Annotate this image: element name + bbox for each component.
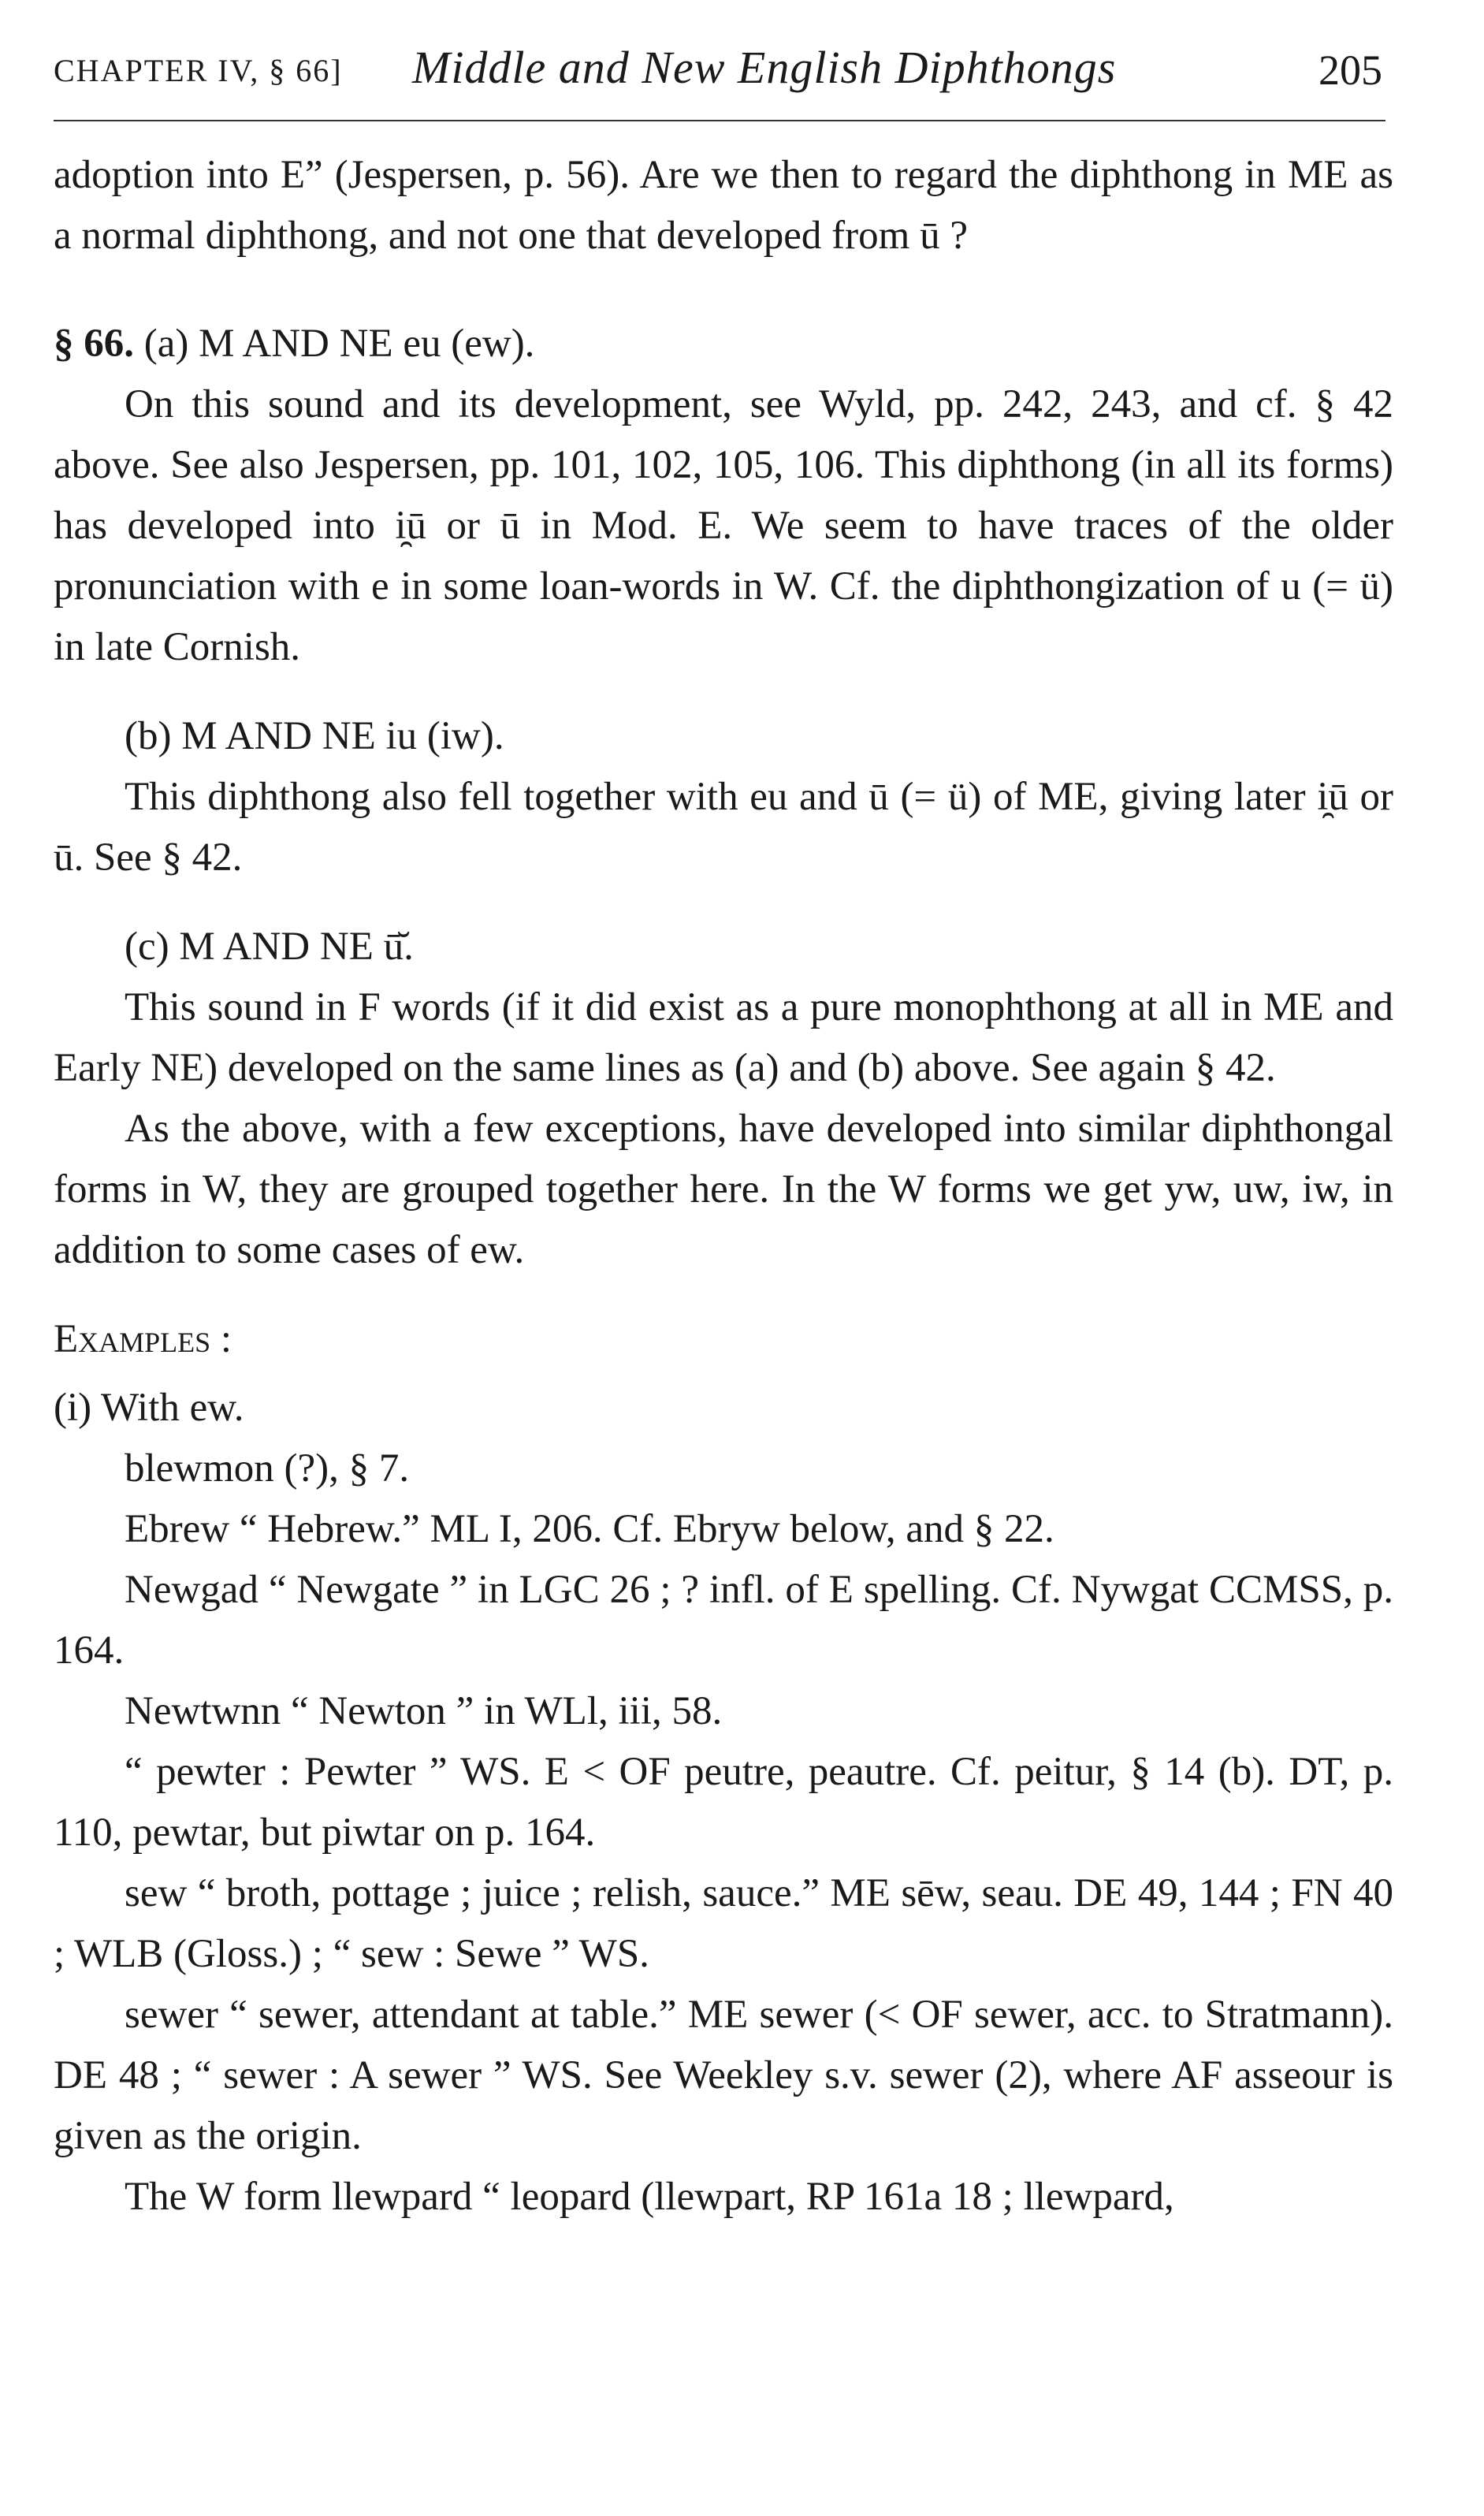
main-text [54,145,1393,2228]
chapter-reference: CHAPTER IV, § 66] [54,53,343,88]
example-llewpard: The W form llewpard “ leopard (llewpart, RP 161a 18 ; llewpard, [125,2175,1174,2219]
running-title: Middle and New English Diphthongs [412,42,1117,93]
subsection-c-text-2: As the above, with a few exceptions, have developed into similar diphthongal forms in W, they are grouped together here. In the W forms we get yw, uw, iw, in addition to some cases of ew. [54,1107,1393,1272]
subsection-a-text: On this sound and its development, see Wyld, pp. 242, 243, and cf. § 42 above. See also Jespersen, pp. 101, 102, 105, 106. This diphthong (in all its forms) has developed into i̯ū or ū in Mod. E. We seem to have traces of the older pronunciation with e in some loan-words in W. Cf. the diphthongization of u (= ü) in late Cornish. [54,382,1393,669]
examples-group-i: (i) With ew. [54,1386,244,1430]
example-ebrew: Ebrew “ Hebrew.” ML I, 206. Cf. Ebryw below, and § 22. [125,1507,1054,1551]
section-66-heading [54,314,1393,374]
example-newgad: Newgad “ Newgate ” in LGC 26 ; ? infl. of E spelling. Cf. Nywgat CCMSS, p. 164. [54,1568,1393,1673]
subsection-c-heading: (c) M AND NE ū̆. [125,925,414,969]
paragraph-continuation: adoption into E” (Jespersen, p. 56). Are we then to regard the diphthong in ME as a normal diphthong, and not one that developed from ū ? [54,153,1393,258]
subsection-b-text: This diphthong also fell together with eu and ū (= ü) of ME, giving later i̯ū or ū. See § 42. [54,775,1393,880]
section-number: § 66. [54,322,134,366]
subsection-b-heading: (b) M AND NE iu (iw). [125,714,504,758]
example-sew: sew “ broth, pottage ; juice ; relish, sauce.” ME sēw, seau. DE 49, 144 ; FN 40 ; WLB (Gloss.) ; “ sew : Sewe ” WS. [54,1871,1393,1976]
examples-heading: Examples : [54,1317,232,1361]
subsection-c-text: This sound in F words (if it did exist as a pure monophthong at all in ME and Early NE) developed on the same lines as (a) and (b) above. See again § 42. [54,985,1393,1090]
running-header [54,41,1385,121]
subsection-a-heading: (a) M AND NE eu (ew). [143,322,535,366]
example-sewer: sewer “ sewer, attendant at table.” ME sewer (< OF sewer, acc. to Stratmann). DE 48 ; “ sewer : A sewer ” WS. See Weekley s.v. sewer (2), where AF asseour is given as the origin. [54,1993,1393,2158]
page-number: 205 [1318,47,1382,94]
example-blewmon: blewmon (?), § 7. [125,1446,410,1491]
example-pewter: “ pewter : Pewter ” WS. E < OF peutre, peautre. Cf. peitur, § 14 (b). DT, p. 110, pewtar, but piwtar on p. 164. [54,1750,1393,1855]
example-newtwnn: Newtwnn “ Newton ” in WLl, iii, 58. [125,1689,723,1733]
